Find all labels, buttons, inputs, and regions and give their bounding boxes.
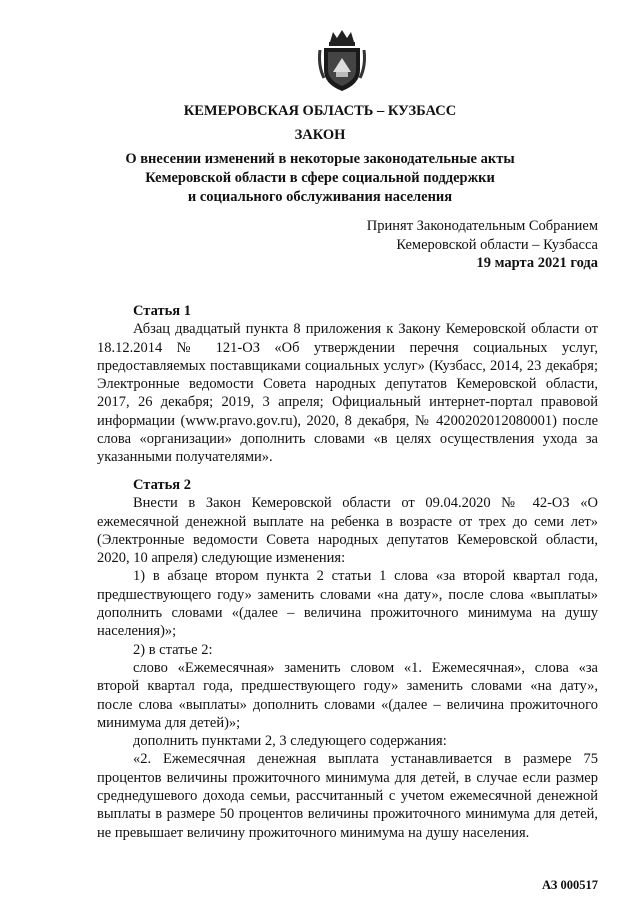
article-2-paragraph: дополнить пунктами 2, 3 следующего содержания: [133,733,447,750]
law-title-line: О внесении изменений в некоторые законодательные акты [125,151,515,167]
article-2-paragraph: Внести в Закон Кемеровской области от 09.04.2020 № 42-ОЗ «О ежемесячной денежной выплате на ребенка в возрасте от трех до семи лет» (Электронные ведомости Совета народных депутатов Кемеровской области, 2020, 10 апреля) следующие изменения: [97,495,598,567]
serial-stamp: АЗ 000517 [542,878,598,892]
article-2-paragraph: 1) в абзаце втором пункта 2 статьи 1 слова «за второй квартал года, предшествующего году» заменить словами «на дату», после слова «выплаты» дополнить словами «(далее – величина прожиточного минимума на душу населения)»; [97,568,598,640]
law-title [0,150,640,207]
region-heading: КЕМЕРОВСКАЯ ОБЛАСТЬ – КУЗБАСС [183,103,457,119]
article-2-heading: Статья 2 [133,477,191,493]
law-heading: ЗАКОН [294,127,346,143]
adoption-line: Принят Законодательным Собранием [366,218,598,234]
adoption-line: Кемеровской области – Кузбасса [396,236,598,253]
law-title-line: Кемеровской области в сфере социальной поддержки [145,170,495,186]
law-title-line: и социального обслуживания населения [187,189,453,205]
article-2 [97,476,598,842]
article-1-text: Абзац двадцатый пункта 8 приложения к Закону Кемеровской области от 18.12.2014 № 121-ОЗ «Об утверждении перечня социальных услуг, предоставляемых поставщиками социальных услуг» (Кузбасс, 2014, 23 декабря; Электронные ведомости Совета народных депутатов Кемеровской области, 2017, 26 декабря; 2019, 3 апреля; Официальный интернет-портал правовой информации (www.pravo.gov.ru), 2020, 8 декабря, № 4200202012080001) после слова «организации» дополнить словами «в целях осуществления ухода за указанными получателями». [97,321,598,466]
article-2-paragraph: 2) в статье 2: [133,641,213,658]
article-1-heading: Статья 1 [133,303,191,319]
article-2-paragraph: слово «Ежемесячная» заменить словом «1. Ежемесячная», слова «за второй квартал года, предшествующего году» заменить словами «на дату», после слова «выплаты» дополнить словами «(далее – величина прожиточного минимума для детей)»; [97,659,598,731]
article-2-paragraph: «2. Ежемесячная денежная выплата устанавливается в размере 75 процентов величины прожиточного минимума для детей, в случае если размер среднедушевого дохода семьи, рассчитанный с учетом ежемесячной денежной выплаты в размере 50 процентов величины прожиточного минимума для детей, не превышает величину прожиточного минимума на душу населения. [97,751,598,841]
adoption-date: 19 марта 2021 года [476,255,598,271]
coat-of-arms-emblem [316,28,368,94]
adoption-block [367,217,598,273]
article-1 [97,302,598,467]
